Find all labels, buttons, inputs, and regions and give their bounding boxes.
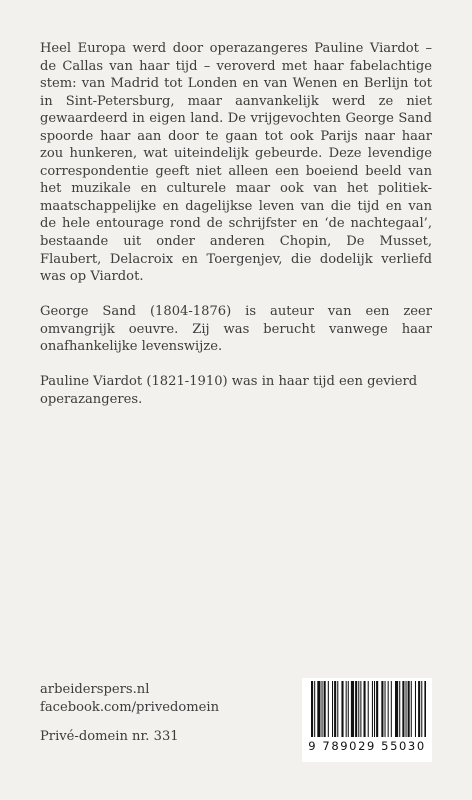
- barcode-bar: [368, 681, 369, 737]
- barcode-bar: [348, 681, 349, 737]
- barcode-bar: [395, 681, 398, 737]
- barcode-bar: [415, 681, 416, 737]
- barcode-bar: [334, 681, 336, 737]
- barcode-bar: [346, 681, 347, 737]
- barcode-bar: [341, 681, 343, 737]
- publisher-website: arbeiderspers.nl: [40, 682, 150, 697]
- barcode-bar: [351, 681, 354, 737]
- barcode-bar: [358, 681, 359, 737]
- blurb-paragraph-main: Heel Europa werd door operazangeres Pauline Viardot – de Callas van haar tijd – veroverd met haar fabelachtige stem: van Madrid tot Londen en van Wenen en Berlijn tot in Sint-Petersburg, maar aanvankelijk werd ze niet gewaardeerd in eigen land. De vrijgevochten George Sand spoorde haar aan door te gaan tot ook Parijs naar haar zou hunkeren, wat uiteindelijk gebeurde. Deze levendige correspondentie geeft niet alleen een boeiend beeld van het muzikale en culturele maar ook van het politiek-maatschappelijke en dagelijkse leven van die tijd en van de hele entourage rond de schrijfster en ‘de nachtegaal’, bestaande uit onder anderen Chopin, De Musset, Flaubert, Delacroix en Toergenjev, die dodelijk verliefd was op Viardot.: [40, 41, 432, 285]
- barcode-bar: [399, 681, 400, 737]
- barcode-bar: [421, 681, 422, 737]
- blurb: [40, 40, 432, 426]
- barcode-bar: [424, 681, 426, 737]
- barcode-bar: [388, 681, 389, 737]
- barcode-bars: [302, 678, 432, 740]
- barcode-bar: [374, 681, 375, 737]
- isbn-digits: 9 789029 55030: [308, 739, 426, 753]
- barcode-bar: [385, 681, 386, 737]
- barcode-bar: [408, 681, 410, 737]
- barcode-bar: [402, 681, 404, 737]
- barcode-bar: [324, 681, 326, 737]
- barcode-bar: [332, 681, 333, 737]
- barcode-bar: [381, 681, 383, 737]
- barcode-bar: [317, 681, 320, 737]
- barcode-bar: [322, 681, 323, 737]
- barcode-bar: [355, 681, 357, 737]
- publisher-facebook: facebook.com/privedomein: [40, 699, 220, 715]
- barcode-bar: [328, 681, 329, 737]
- blurb-paragraph-george-sand: George Sand (1804-1876) is auteur van een zeer omvangrijk oeuvre. Zij was berucht vanwege haar onafhankelijke levenswijze.: [40, 304, 432, 355]
- barcode-bar: [391, 681, 392, 737]
- barcode-bar: [337, 681, 338, 737]
- barcode-bar: [314, 681, 315, 737]
- barcode-bar: [372, 681, 373, 737]
- barcode-bar: [364, 681, 366, 737]
- barcode-bar: [376, 681, 378, 737]
- publisher-info: [40, 681, 219, 746]
- isbn-barcode: [302, 678, 432, 762]
- blurb-paragraph-pauline-viardot: Pauline Viardot (1821-1910) was in haar tijd een gevierd operazangeres.: [40, 374, 418, 407]
- series-number: Privé-domein nr. 331: [40, 729, 179, 744]
- barcode-bar: [311, 681, 313, 737]
- barcode-bar: [360, 681, 361, 737]
- barcode-bar: [406, 681, 407, 737]
- barcode-bar: [418, 681, 420, 737]
- barcode-bar: [411, 681, 412, 737]
